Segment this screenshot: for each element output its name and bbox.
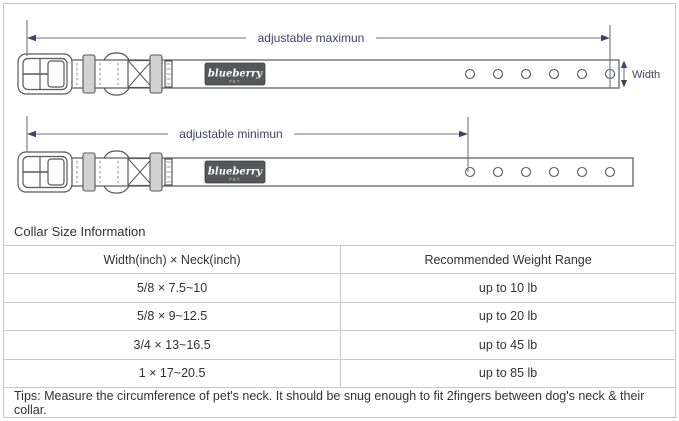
weight-cell: up to 20 lb: [478, 309, 538, 324]
table-header-row: [4, 245, 675, 273]
tips-text: Tips: Measure the circumference of pet's neck. It should be snug enough to fit 2fingers between dog's neck & their collar.: [4, 387, 675, 417]
size-table: [4, 217, 675, 417]
size-cell: 5/8 × 7.5~10: [4, 274, 341, 302]
dimension-label-max: adjustable maximun: [257, 31, 365, 45]
dimension-label-min: adjustable minimun: [179, 127, 283, 141]
buckle-icon: [18, 54, 172, 94]
table-row: [4, 359, 675, 388]
size-cell: 3/4 × 13~16.5: [4, 331, 341, 359]
buckle-icon: [18, 152, 172, 192]
collar-min: [18, 116, 633, 193]
weight-cell: up to 10 lb: [478, 280, 538, 295]
dimension-width: [621, 61, 660, 88]
column-header-size: Width(inch) × Neck(inch): [4, 246, 341, 273]
size-cell: 1 × 17~20.5: [4, 360, 341, 388]
weight-cell: up to 85 lb: [478, 366, 538, 381]
brand-badge: [205, 161, 265, 183]
table-row: [4, 302, 675, 331]
brand-sub: PET: [229, 79, 241, 84]
table-row: [4, 330, 675, 359]
table-row: [4, 273, 675, 302]
collar-max: [18, 20, 660, 95]
brand-sub: PET: [229, 177, 241, 182]
brand-badge: [205, 63, 265, 85]
weight-cell: up to 45 lb: [478, 337, 538, 352]
brand-name: blueberry: [207, 166, 263, 178]
brand-name: blueberry: [207, 68, 263, 80]
size-cell: 5/8 × 9~12.5: [4, 303, 341, 331]
width-label: Width: [632, 69, 661, 81]
table-title: Collar Size Information: [14, 223, 146, 239]
column-header-weight: Recommended Weight Range: [424, 252, 592, 267]
